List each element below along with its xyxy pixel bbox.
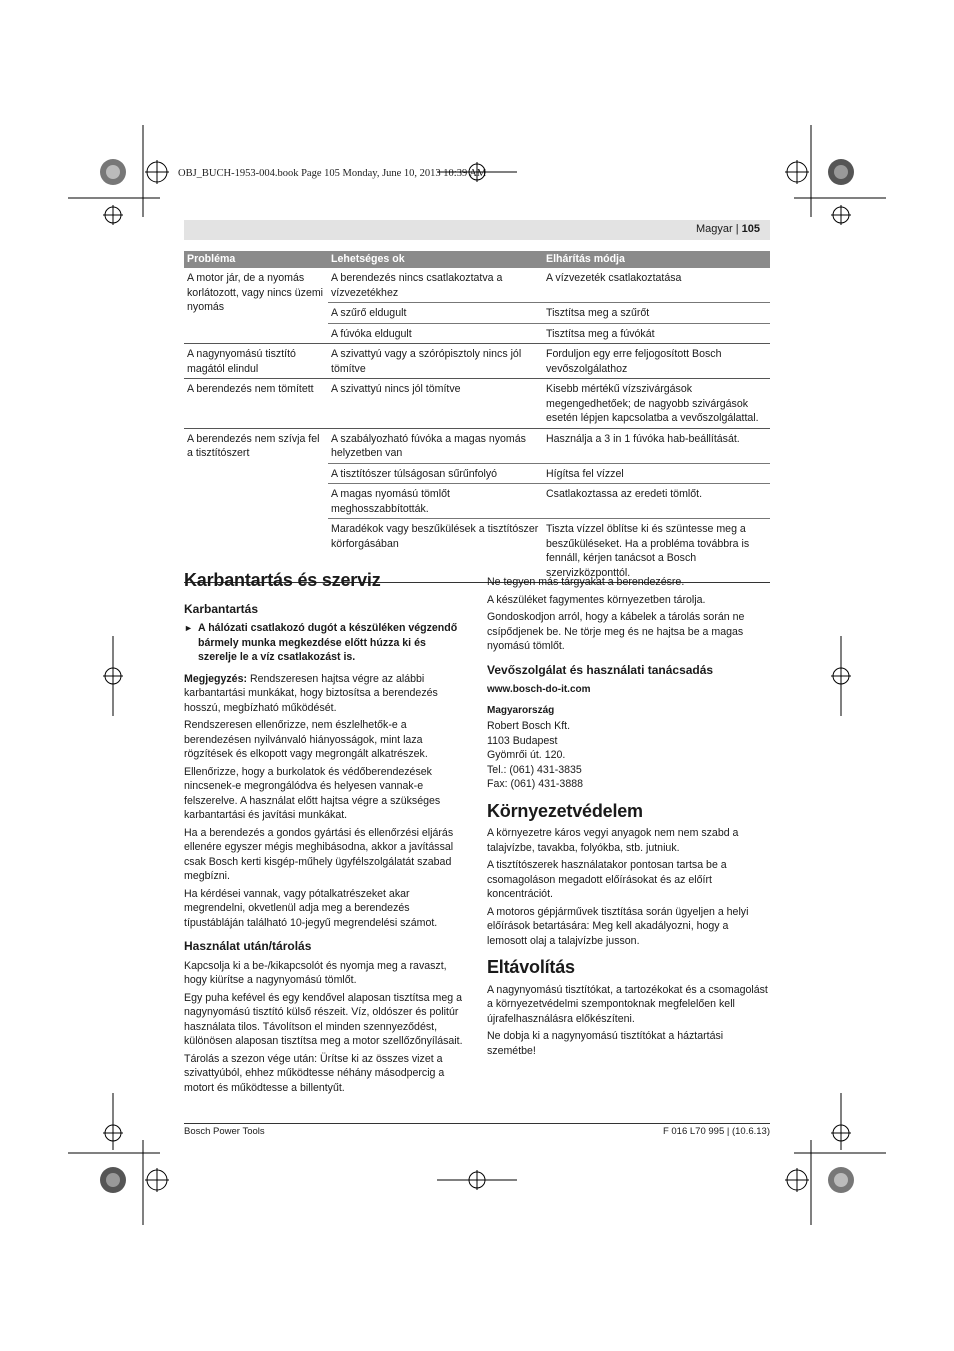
troubleshooting-table <box>184 251 770 583</box>
paragraph: Tárolás a szezon vége után: Ürítse ki az összes vizet a szivattyúból, ehhez működtesse néhány másodpercig a motort és működtesse a billentyűt. <box>184 1052 445 1094</box>
left-column <box>184 570 466 1098</box>
cause-cell: A magas nyomású tömlőt meghosszabbították. <box>328 484 543 519</box>
page-number: 105 <box>741 223 760 235</box>
fix-cell: Használja a 3 in 1 fúvóka hab-beállítását. <box>543 428 770 463</box>
table-row <box>184 379 770 429</box>
paragraph: A nagynyomású tisztítókat, a tartozékokat és a csomagolást a környezetvédelmi szempontoknak megfelelően kell újrafelhasználásra előkészíteni. <box>487 983 768 1025</box>
cause-cell: A tisztítószer túlságosan sűrűnfolyó <box>328 463 543 484</box>
fix-cell: A vízvezeték csatlakoztatása <box>543 268 770 303</box>
print-slug: OBJ_BUCH-1953-004.book Page 105 Monday, June 10, 2013 10:39 AM <box>178 168 487 179</box>
address-line: Gyömrői út. 120. <box>487 749 566 761</box>
footer-divider <box>184 1123 770 1124</box>
country-label: Magyarország <box>487 704 555 716</box>
paragraph: A környezetre káros vegyi anyagok nem nem szabd a talajvízbe, tavakba, folyókba, stb. jutniuk. <box>487 827 739 854</box>
paragraph: Kapcsolja ki a be-/kikapcsolót és nyomja meg a ravaszt, hogy kiürítse a nagynyomású tömlőt. <box>184 959 447 986</box>
footer-brand: Bosch Power Tools <box>184 1126 265 1137</box>
cause-cell: Maradékok vagy beszűkülések a tisztítószer körforgásában <box>328 519 543 583</box>
cause-cell: A szivattyú nincs jól tömítve <box>328 379 543 429</box>
problem-cell: A nagynyomású tisztító magától elindul <box>184 344 328 379</box>
fix-cell: Tisztítsa meg a fúvókát <box>543 323 770 344</box>
cause-cell: A szabályozható fúvóka a magas nyomás helyzetben van <box>328 428 543 463</box>
fix-cell: Kisebb mértékű vízszivárgások megengedhetőek; de nagyobb szivárgások esetén lépjen kapcsolatba a vevőszolgálattal. <box>543 379 770 429</box>
safety-warning <box>184 621 466 665</box>
header-separator: | <box>735 223 739 235</box>
header-language: Magyar <box>695 223 733 235</box>
paragraph: Ha kérdései vannak, vagy pótalkatrészeket akar megrendelni, okvetlenül adja meg a berendezés típustábláján található 10-jegyű megrendelési számot. <box>184 887 438 929</box>
column-header: Probléma <box>184 251 328 268</box>
section-title-disposal: Eltávolítás <box>487 957 575 977</box>
address-line: 1103 Budapest <box>487 734 558 747</box>
fix-cell: Hígítsa fel vízzel <box>543 463 770 484</box>
paragraph: A készüléket fagymentes környezetben tárolja. <box>487 593 706 606</box>
paragraph: Ne dobja ki a nagynyomású tisztítókat a háztartási szemétbe! <box>487 1030 724 1057</box>
fix-cell: Tiszta vízzel öblítse ki és szüntesse meg a beszűküléseket. Ha a probléma továbbra is fennáll, kérjen tanácsot a Bosch szervizközponttól. <box>543 519 770 583</box>
page-header <box>184 220 770 240</box>
phone-number: Tel.: (061) 431-3835 <box>487 763 582 776</box>
paragraph: Ha a berendezés a gondos gyártási és ellenőrzési eljárás ellenére egyszer mégis meghibásodna, akkor a javítással csak Bosch kerti kisgép-műhely ügyfélszolgálatát szabad megbízni. <box>184 826 454 882</box>
fix-cell: Csatlakoztassa az eredeti tömlőt. <box>543 484 770 519</box>
warning-text: A hálózati csatlakozó dugót a készüléken végzendő bármely munka megkezdése előtt húzza ki és szerelje le a víz csatlakozást is. <box>198 622 458 663</box>
fax-number: Fax: (061) 431-3888 <box>487 778 583 790</box>
cause-cell: A szivattyú vagy a szórópisztoly nincs jól tömítve <box>328 344 543 379</box>
paragraph: Ne tegyen más tárgyakat a berendezésre. <box>487 576 685 588</box>
subheading-maintenance: Karbantartás <box>184 601 259 616</box>
problem-cell: A motor jár, de a nyomás korlátozott, vagy nincs üzemi nyomás <box>184 268 328 344</box>
paragraph: A motoros gépjárművek tisztítása során ügyeljen a helyi előírások betartására: Meg kell akadályozni, hogy a lemosott olaj a talajvízbe jusson. <box>487 905 749 947</box>
subheading-after-use: Használat után/tárolás <box>184 939 312 953</box>
section-title-maintenance: Karbantartás és szerviz <box>184 570 381 590</box>
service-url-link[interactable]: www.bosch-do-it.com <box>487 684 591 695</box>
fix-cell: Forduljon egy erre feljogosított Bosch vevőszolgálathoz <box>543 344 770 379</box>
address-block <box>487 719 770 792</box>
footer-doc-code: F 016 L70 995 | (10.6.13) <box>662 1126 770 1137</box>
problem-cell: A berendezés nem tömített <box>184 379 328 429</box>
section-title-environment: Környezetvédelem <box>487 800 643 821</box>
paragraph: Egy puha kefével és egy kendővel alaposan tisztítsa meg a nagynyomású tisztító külső részeit. Víz, oldószer és politúr használata tilos. Távolítson el minden szennyeződést, különösen alaposan tisztítsa meg a motor szellőzőnyílásait. <box>184 991 463 1047</box>
paragraph: Rendszeresen ellenőrizze, nem észlelhetők-e a berendezésen nyilvánvaló hiányosságok, mint laza rögzítések és elkopott vagy megrongált alkatrészek. <box>184 719 428 760</box>
address-line: Robert Bosch Kft. <box>487 720 571 732</box>
note-label: Megjegyzés: <box>184 672 247 685</box>
cause-cell: A berendezés nincs csatlakoztatva a vízvezetékhez <box>328 268 543 303</box>
cause-cell: A szűrő eldugult <box>328 303 543 324</box>
table-row <box>184 344 770 379</box>
column-header: Lehetséges ok <box>328 251 543 268</box>
column-header: Elhárítás módja <box>543 251 770 268</box>
arrow-icon: ► <box>184 623 193 633</box>
paragraph: Gondoskodjon arról, hogy a kábelek a tárolás során ne csípődjenek be. Ne törje meg és ne hajtsa be a magas nyomású tömlőt. <box>487 611 745 652</box>
note-text: Rendszeresen hajtsa végre az alábbi karbantartási munkákat, hogy biztosítsa a berendezés hosszú, megbízható működését. <box>184 672 438 714</box>
table-row <box>184 428 770 463</box>
table-header-row <box>184 251 770 268</box>
note-paragraph <box>184 672 466 716</box>
fix-cell: Tisztítsa meg a szűrőt <box>543 303 770 324</box>
cause-cell: A fúvóka eldugult <box>328 323 543 344</box>
right-column <box>487 575 770 1061</box>
problem-cell: A berendezés nem szívja fel a tisztítószert <box>184 428 328 583</box>
paragraph: A tisztítószerek használatakor pontosan tartsa be a csomagoláson megadott előírásokat és az előírt koncentrációt. <box>487 859 727 900</box>
table-row <box>184 268 770 303</box>
subheading-service: Vevőszolgálat és használati tanácsadás <box>487 662 714 677</box>
paragraph: Ellenőrizze, hogy a burkolatok és védőberendezések nincsenek-e megrongálódva és helyesen vannak-e felszerelve. A használat előtt hajtsa végre a szükséges karbantartási és javítási munkákat. <box>184 765 441 821</box>
